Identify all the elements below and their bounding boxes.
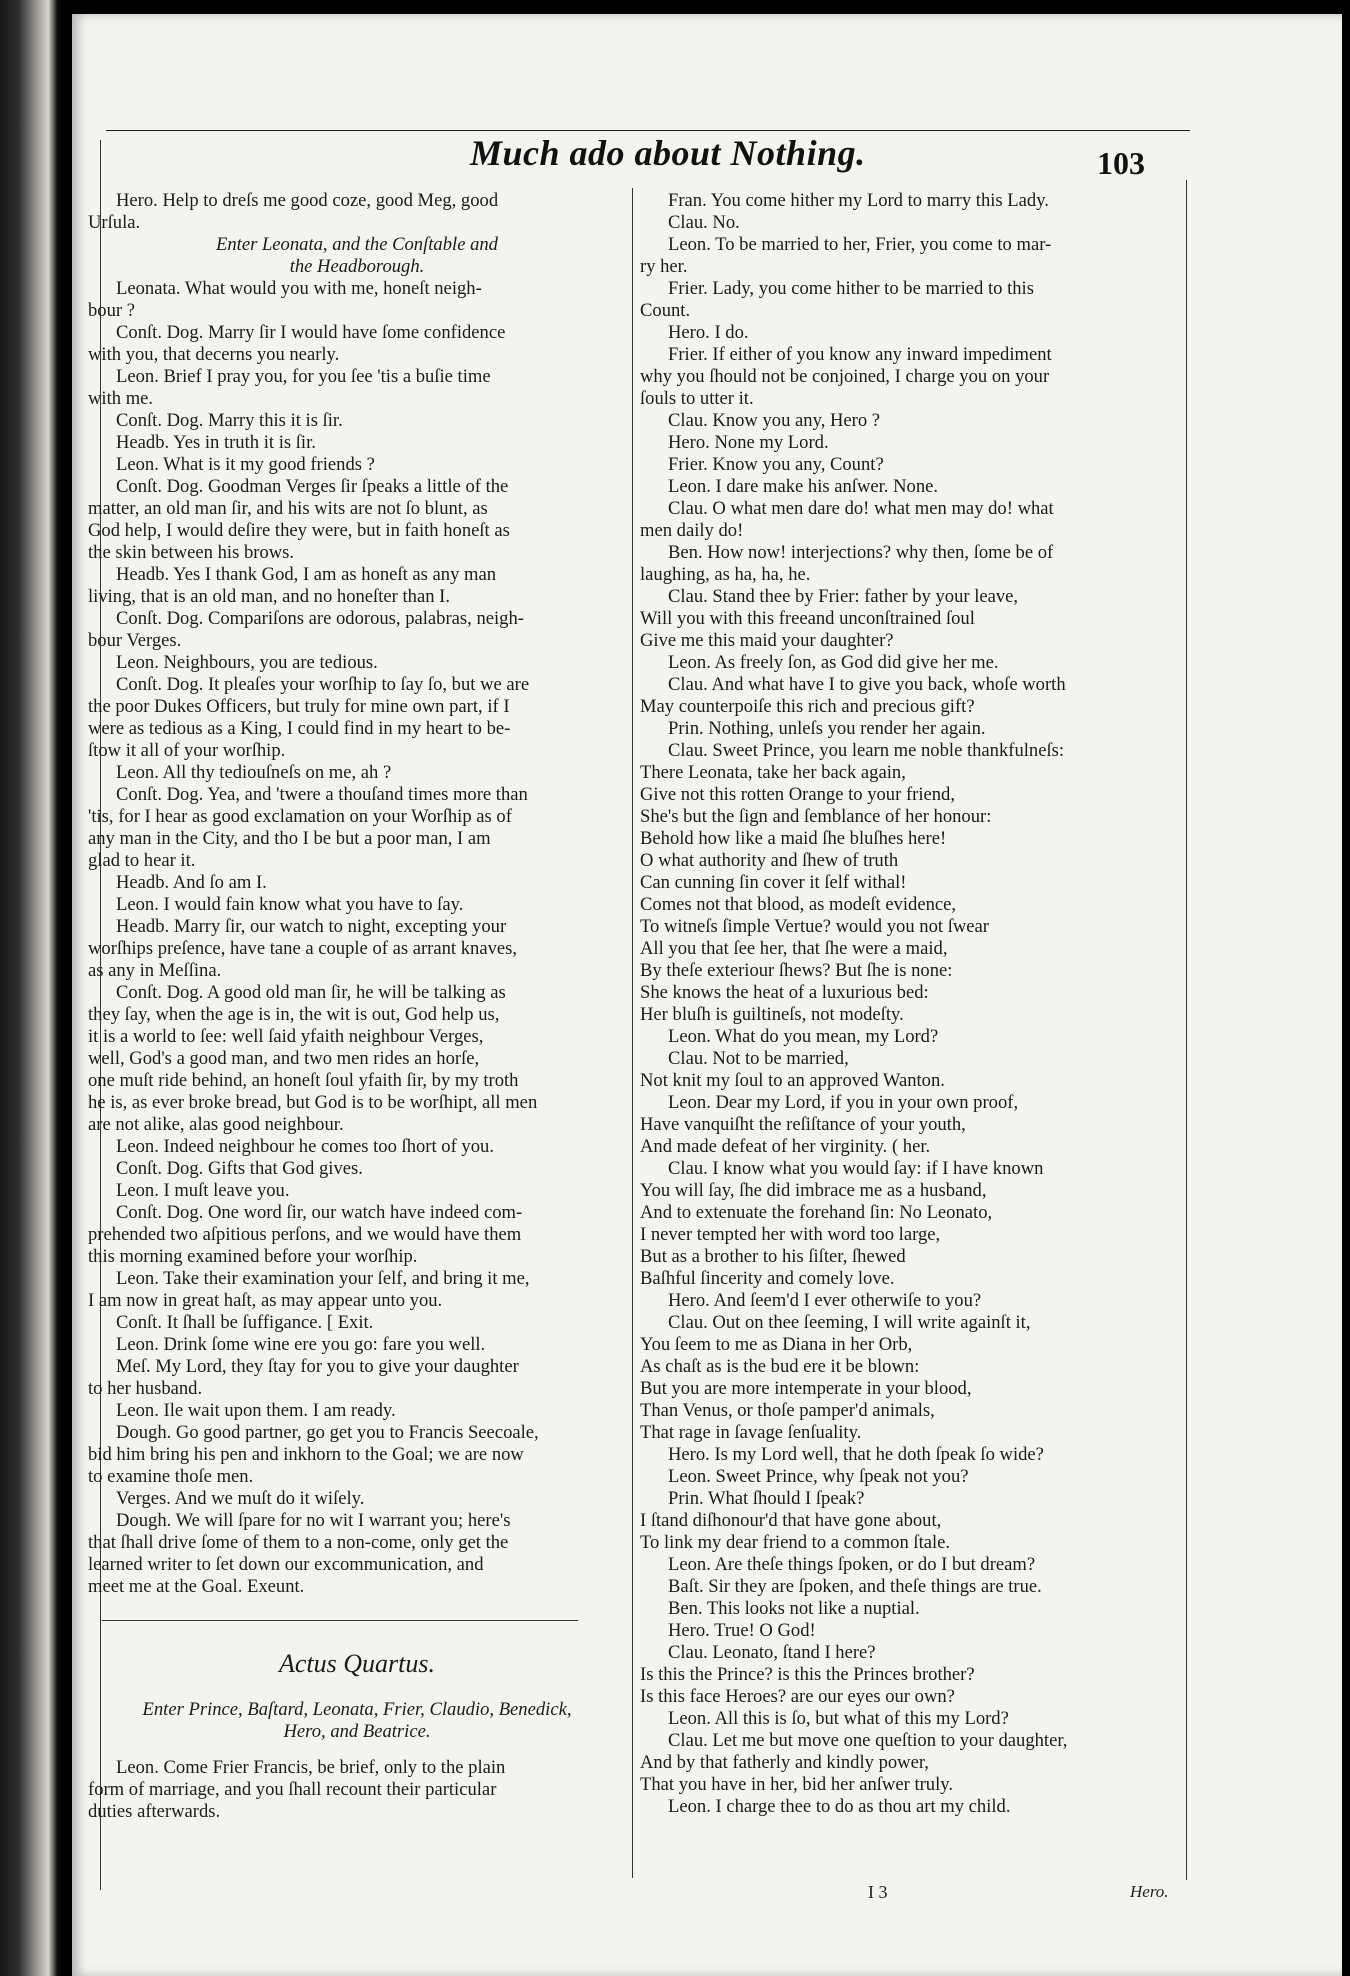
column-divider [632,188,633,1878]
text-line: Leon. Are theſe things ſpoken, or do I but dream? [668,1554,1036,1575]
text-line: to examine thoſe men. [88,1466,254,1487]
text-line: well, God's a good man, and two men rides an horſe, [88,1048,480,1069]
text-line: By theſe exteriour ſhews? But ſhe is none: [640,960,953,981]
text-line: Clau. Sweet Prince, you learn me noble thankfulneſs: [668,740,1065,761]
text-line: Leon. All thy tediouſneſs on me, ah ? [116,762,392,783]
header-rule [106,130,1190,131]
text-line: Behold how like a maid ſhe bluſhes here! [640,828,947,849]
text-line: Leon. Brief I pray you, for you ſee 'tis a buſie time [116,366,491,387]
text-line: I am now in great haſt, as may appear unto you. [88,1290,443,1311]
text-line: bour Verges. [88,630,182,651]
text-line: She knows the heat of a luxurious bed: [640,982,929,1003]
text-line: living, that is an old man, and no honeſter than I. [88,586,450,607]
text-line: Leon. All this is ſo, but what of this my Lord? [668,1708,1009,1729]
text-line: Hero. I do. [668,322,749,343]
text-line: any man in the City, and tho I be but a poor man, I am [88,828,491,849]
text-line: Leon. I charge thee to do as thou art my child. [668,1796,1011,1817]
text-line: Leon. What is it my good friends ? [116,454,375,475]
left-column [88,190,626,1823]
text-line: Leon. Indeed neighbour he comes too ſhort of you. [116,1136,494,1157]
text-line: ſouls to utter it. [640,388,754,409]
text-line: But you are more intemperate in your blood, [640,1378,972,1399]
text-line: Not knit my ſoul to an approved Wanton. [640,1070,945,1091]
text-line: bid him bring his pen and inkhorn to the Goal; we are now [88,1444,524,1465]
text-line: She's but the ſign and ſemblance of her honour: [640,806,992,827]
text-line: Baſhful ſincerity and comely love. [640,1268,895,1289]
catchword: Hero. [1130,1882,1169,1901]
text-line: to her husband. [88,1378,203,1399]
text-line: That you have in her, bid her anſwer truly. [640,1774,954,1795]
text-line: Conſt. Dog. Yea, and 'twere a thouſand times more than [116,784,528,805]
text-line: May counterpoiſe this rich and precious gift? [640,696,975,717]
text-line: bour ? [88,300,135,321]
text-line: glad to hear it. [88,850,196,871]
text-line: Will you with this freeand unconſtrained ſoul [640,608,975,629]
stage-direction: Enter Leonata, and the Conſtable and [216,234,498,255]
text-line: That rage in ſavage ſenſuality. [640,1422,862,1443]
running-title: Much ado about Nothing. [470,133,866,173]
text-line: Leon. To be married to her, Frier, you come to mar- [668,234,1052,255]
text-line: God help, I would deſire they were, but in faith honeſt as [88,520,510,541]
text-line: Clau. Know you any, Hero ? [668,410,881,431]
text-line: Dough. We will ſpare for no wit I warrant you; here's [116,1510,511,1531]
text-line: Leon. Neighbours, you are tedious. [116,652,378,673]
text-line: Dough. Go good partner, go get you to Francis Seecoale, [116,1422,539,1443]
text-line: he is, as ever broke bread, but God is to be worſhipt, all men [88,1092,538,1113]
adjacent-page-edge [0,0,62,1976]
text-line: Frier. If either of you know any inward impediment [668,344,1052,365]
text-line: I never tempted her with word too large, [640,1224,941,1245]
text-line: Clau. I know what you would ſay: if I have known [668,1158,1044,1179]
text-line: Hero. Is my Lord well, that he doth ſpeak ſo wide? [668,1444,1044,1465]
text-line: Than Venus, or thoſe pamper'd animals, [640,1400,935,1421]
text-line: duties afterwards. [88,1801,221,1822]
text-line: learned writer to ſet down our excommunication, and [88,1554,484,1575]
text-line: Conſt. Dog. Compariſons are odorous, palabras, neigh- [116,608,524,629]
text-line: worſhips preſence, have tane a couple of as arrant knaves, [88,938,518,959]
text-line: Headb. Marry ſir, our watch to night, excepting your [116,916,507,937]
text-line: You ſeem to me as Diana in her Orb, [640,1334,913,1355]
text-line: Clau. O what men dare do! what men may do! what [668,498,1054,519]
text-line: Clau. Not to be married, [668,1048,849,1069]
text-line: Conſt. Dog. Marry this it is ſir. [116,410,343,431]
text-line: Ben. This looks not like a nuptial. [668,1598,920,1619]
text-line: Prin. What ſhould I ſpeak? [668,1488,865,1509]
text-line: Conſt. It ſhall be ſuffigance. [ Exit. [116,1312,374,1333]
text-line: All you that ſee her, that ſhe were a maid, [640,938,948,959]
text-line: Prin. Nothing, unleſs you render her again. [668,718,986,739]
text-line: men daily do! [640,520,744,541]
text-line: Clau. Leonato, ſtand I here? [668,1642,876,1663]
text-line: Conſt. Dog. Marry ſir I would have ſome confidence [116,322,506,343]
text-line: Leon. I would fain know what you have to ſay. [116,894,464,915]
text-line: Conſt. Dog. A good old man ſir, he will be talking as [116,982,506,1003]
text-line: Leon. I dare make his anſwer. None. [668,476,939,497]
text-line: were as tedious as a King, I could find in my heart to be- [88,718,511,739]
text-line: Is this the Prince? is this the Princes brother? [640,1664,975,1685]
text-line: form of marriage, and you ſhall recount their particular [88,1779,497,1800]
text-line: Hero. And ſeem'd I ever otherwiſe to you? [668,1290,982,1311]
text-line: Urſula. [88,212,141,233]
text-line: Leon. Dear my Lord, if you in your own proof, [668,1092,1019,1113]
text-line: Give me this maid your daughter? [640,630,894,651]
text-line: And to extenuate the forehand ſin: No Leonato, [640,1202,993,1223]
text-line: Frier. Know you any, Count? [668,454,884,475]
text-line: Clau. Let me but move one queſtion to your daughter, [668,1730,1068,1751]
text-line: with me. [88,388,154,409]
text-line: why you ſhould not be conjoined, I charge you on your [640,366,1050,387]
text-line: Leon. Ile wait upon them. I am ready. [116,1400,396,1421]
act-entry-line: Hero, and Beatrice. [283,1721,431,1742]
text-line: that ſhall drive ſome of them to a non-come, only get the [88,1532,509,1553]
text-line: are not alike, alas good neighbour. [88,1114,344,1135]
text-line: Frier. Lady, you come hither to be married to this [668,278,1034,299]
signature-mark: I 3 [868,1882,888,1902]
act-entry-line: Enter Prince, Baſtard, Leonata, Frier, Claudio, Benedick, [142,1699,572,1720]
text-line: Clau. No. [668,212,740,233]
text-line: To witneſs ſimple Vertue? would you not ſwear [640,916,989,937]
text-line: Leon. Drink ſome wine ere you go: fare you well. [116,1334,486,1355]
text-line: Comes not that blood, as modeſt evidence, [640,894,957,915]
text-line: Conſt. Dog. Goodman Verges ſir ſpeaks a little of the [116,476,509,497]
text-line: And by that fatherly and kindly power, [640,1752,929,1773]
text-line: with you, that decerns you nearly. [88,344,340,365]
text-line: O what authority and ſhew of truth [640,850,899,871]
act-heading: Actus Quartus. [279,1649,435,1678]
text-line: And made defeat of her virginity. ( her. [640,1136,931,1157]
text-line: To link my dear friend to a common ſtale. [640,1532,951,1553]
text-line: Meſ. My Lord, they ſtay for you to give your daughter [116,1356,519,1377]
text-line: the skin between his brows. [88,542,295,563]
text-line: Baſt. Sir they are ſpoken, and theſe things are true. [668,1576,1042,1597]
text-line: Leon. Come Frier Francis, be brief, only to the plain [116,1757,506,1778]
text-line: Leon. As freely ſon, as God did give her me. [668,652,999,673]
text-line: ſtow it all of your worſhip. [88,740,286,761]
text-line: Conſt. Dog. Gifts that God gives. [116,1158,363,1179]
text-line: But as a brother to his ſiſter, ſhewed [640,1246,906,1267]
text-line: Clau. And what have I to give you back, whoſe worth [668,674,1066,695]
text-line: Leon. Take their examination your ſelf, and bring it me, [116,1268,530,1289]
text-line: Headb. Yes I thank God, I am as honeſt as any man [116,564,497,585]
text-line: Leon. Sweet Prince, why ſpeak not you? [668,1466,969,1487]
text-line: Clau. Out on thee ſeeming, I will write againſt it, [668,1312,1031,1333]
text-line: Ben. How now! interjections? why then, ſome be of [668,542,1054,563]
text-line: this morning examined before your worſhip. [88,1246,418,1267]
text-line: Fran. You come hither my Lord to marry this Lady. [668,190,1049,211]
text-line: one muſt ride behind, an honeſt ſoul yfaith ſir, by my troth [88,1070,519,1091]
text-line: Headb. And ſo am I. [116,872,267,893]
text-line: Leon. What do you mean, my Lord? [668,1026,939,1047]
text-line: As chaſt as is the bud ere it be blown: [640,1356,920,1377]
text-line: You will ſay, ſhe did imbrace me as a husband, [640,1180,987,1201]
text-line: the poor Dukes Officers, but truly for mine own part, if I [88,696,510,717]
text-line: Clau. Stand thee by Frier: father by your leave, [668,586,1019,607]
text-line: meet me at the Goal. Exeunt. [88,1576,305,1597]
page-number: 103 [1097,145,1145,181]
text-line: Conſt. Dog. One word ſir, our watch have indeed com- [116,1202,523,1223]
text-line: Hero. Help to dreſs me good coze, good Meg, good [116,190,499,211]
text-line: prehended two aſpitious perſons, and we would have them [88,1224,522,1245]
text-line: it is a world to ſee: well ſaid yfaith neighbour Verges, [88,1026,484,1047]
text-line: ry her. [640,256,688,277]
text-line: Give not this rotten Orange to your friend, [640,784,955,805]
text-line: Leonata. What would you with me, honeſt neigh- [116,278,482,299]
text-line: Conſt. Dog. It pleaſes your worſhip to ſay ſo, but we are [116,674,530,695]
text-line: Verges. And we muſt do it wiſely. [116,1488,365,1509]
text-line: 'tis, for I hear as good exclamation on your Worſhip as of [88,806,512,827]
text-line: Hero. True! O God! [668,1620,816,1641]
text-line: Headb. Yes in truth it is ſir. [116,432,316,453]
text-line: I ſtand diſhonour'd that have gone about, [640,1510,942,1531]
text-line: matter, an old man ſir, and his wits are not ſo blunt, as [88,498,488,519]
text-line: as any in Meſſina. [88,960,222,981]
act-divider-rule [102,1620,578,1621]
text-line: There Leonata, take her back again, [640,762,906,783]
stage-direction: the Headborough. [289,256,425,277]
text-line: Can cunning ſin cover it ſelf withal! [640,872,907,893]
text-line: Her bluſh is guiltineſs, not modeſty. [640,1004,904,1025]
right-column [640,190,1188,1818]
text-line: they ſay, when the age is in, the wit is out, God help us, [88,1004,500,1025]
text-line: Have vanquiſht the reſiſtance of your youth, [640,1114,966,1135]
text-line: Count. [640,300,691,321]
text-line: Hero. None my Lord. [668,432,829,453]
text-line: Leon. I muſt leave you. [116,1180,290,1201]
text-line: Is this face Heroes? are our eyes our own? [640,1686,955,1707]
text-line: laughing, as ha, ha, he. [640,564,811,585]
